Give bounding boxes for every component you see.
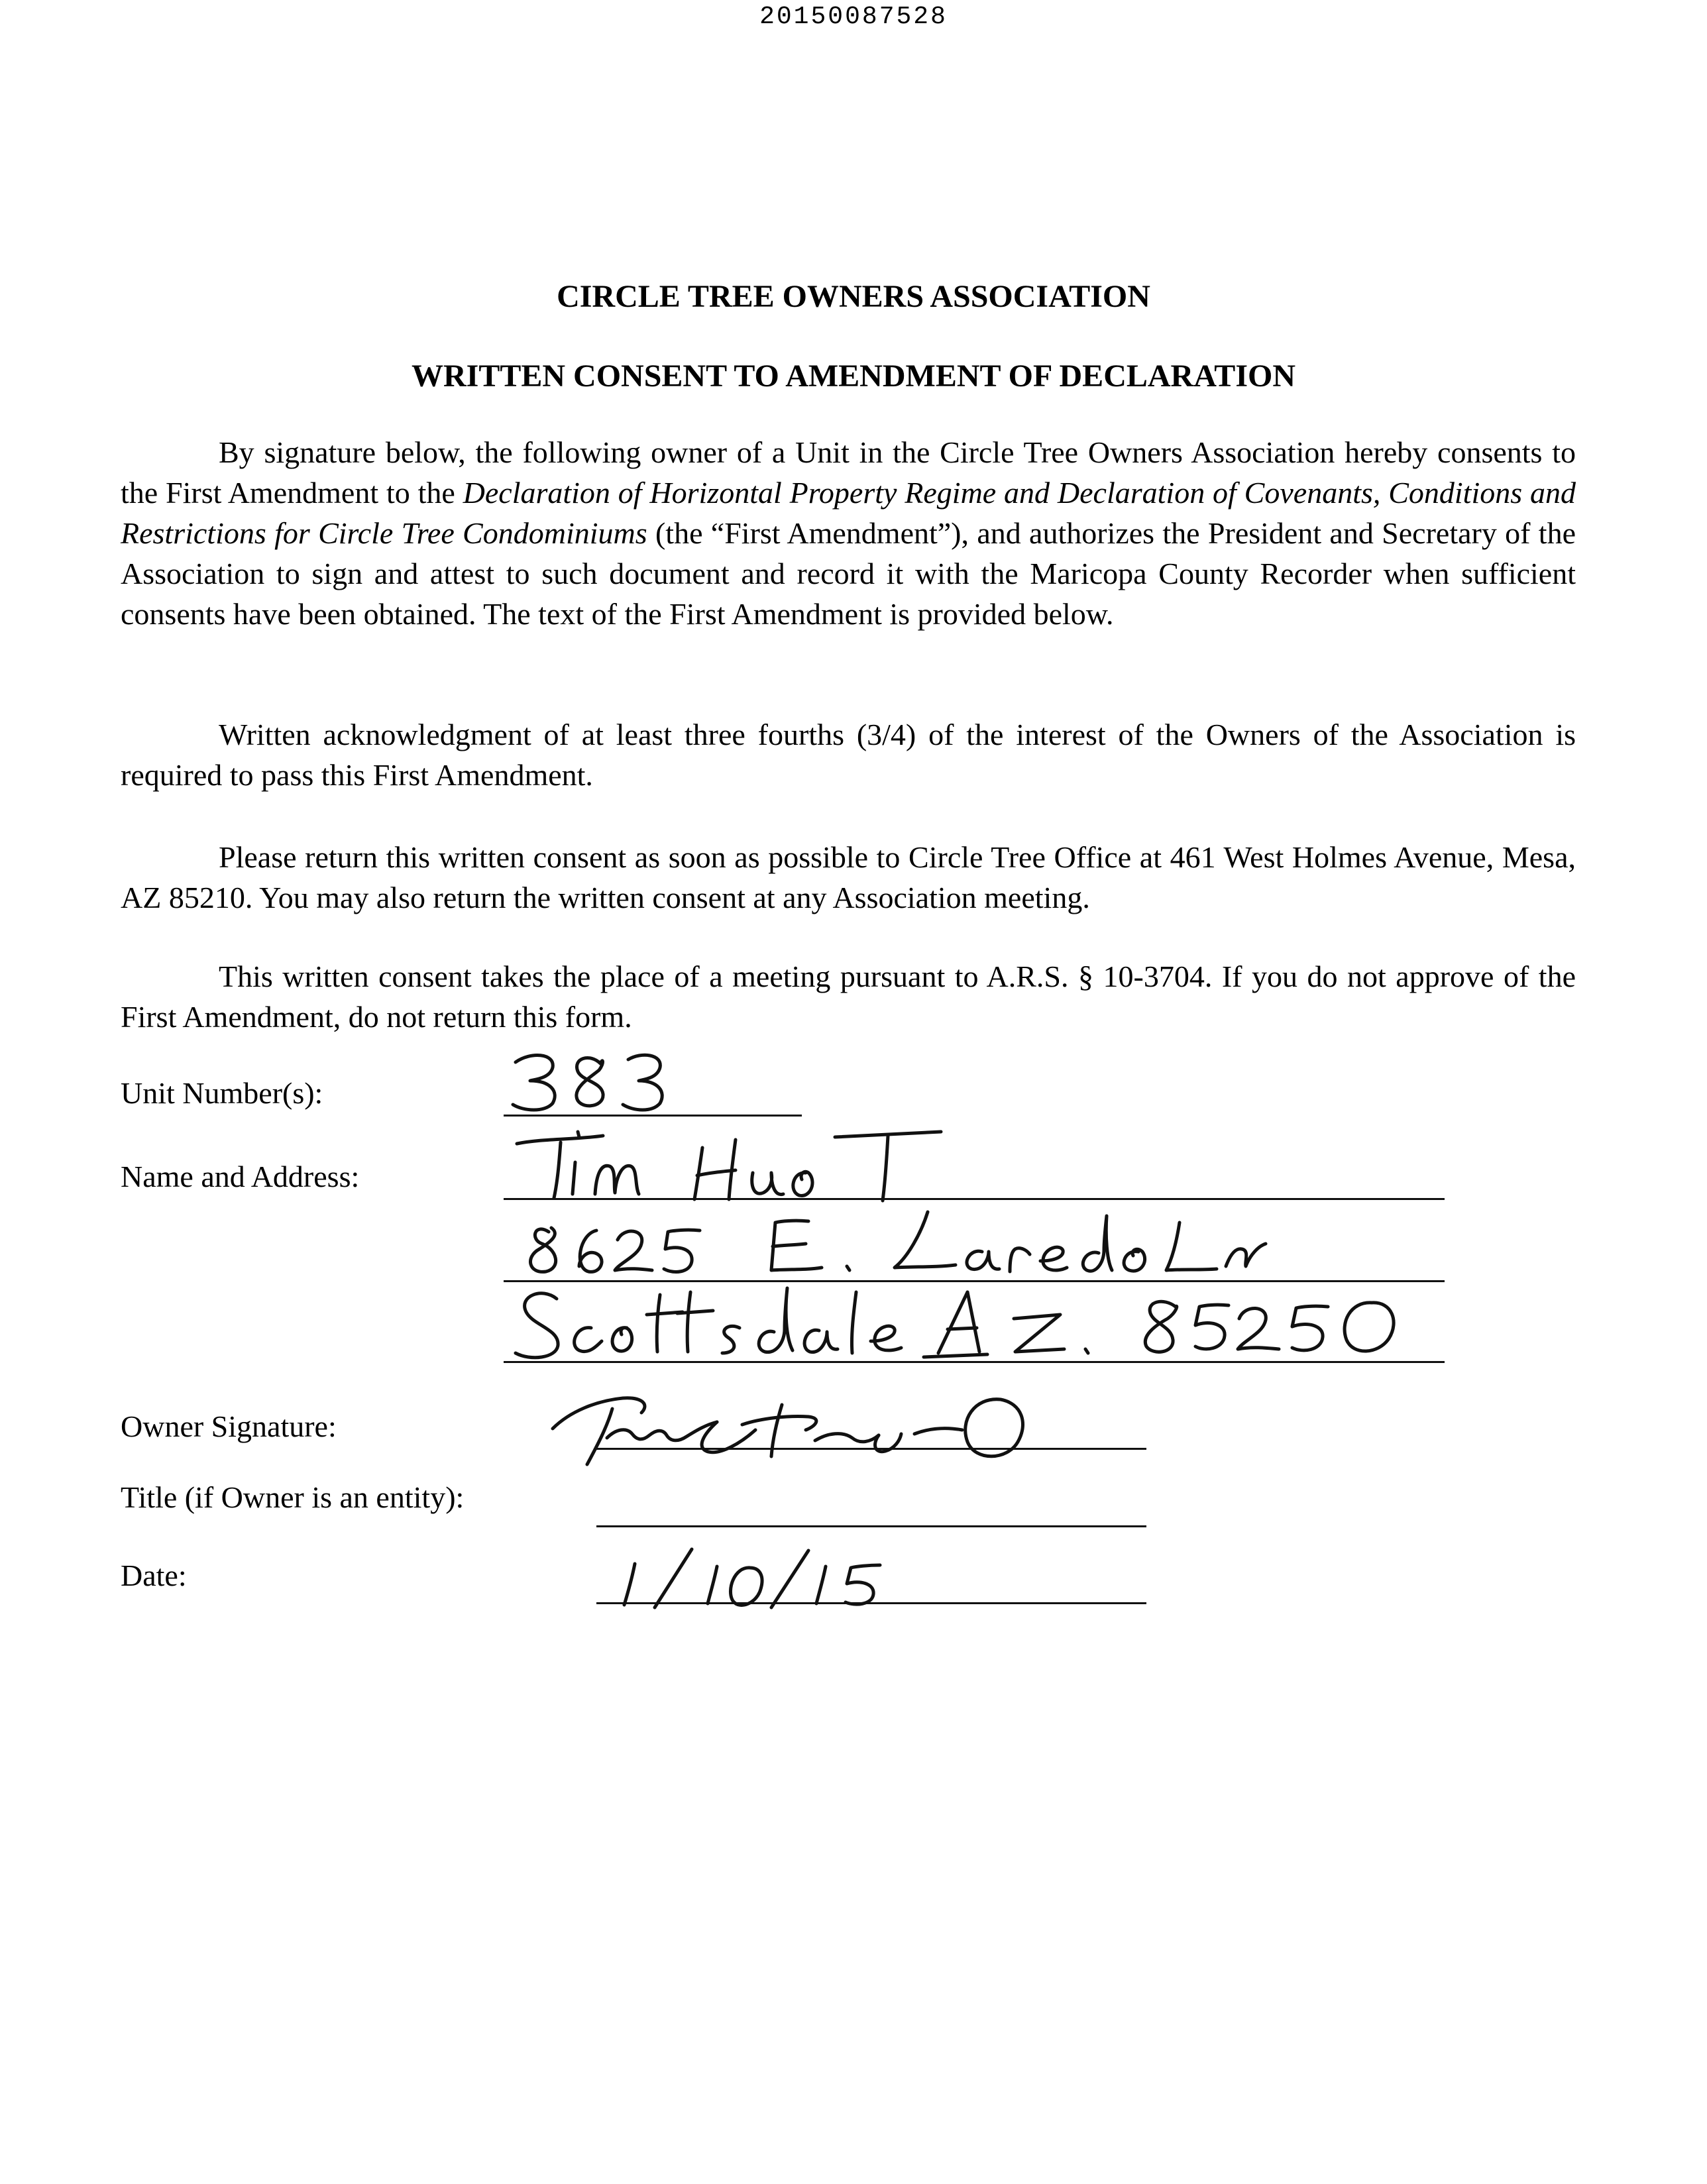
- date-line: [596, 1602, 1146, 1604]
- consent-text-b: (the “First Amendment”), and authorizes the President and Secretary of the Association to sign and attest to such document and record it with the Maricopa County Recorder when sufficient consents have been obtained. The text of the First Amendment is provided below.: [121, 516, 1576, 631]
- consent-text-a: By signature below, the following owner of a Unit in the Circle Tree Owners Association hereby consents to the First Amendment to the: [121, 435, 1576, 510]
- address-line-1-handwriting: [510, 1196, 1325, 1282]
- association-title: CIRCLE TREE OWNERS ASSOCIATION: [557, 279, 1150, 314]
- owner-name-handwriting: [504, 1120, 1020, 1206]
- owner-signature-handwriting: [543, 1378, 1060, 1471]
- unit-number-line: [504, 1115, 802, 1117]
- entity-title-label: Title (if Owner is an entity):: [121, 1480, 465, 1514]
- acknowledgment-paragraph: Written acknowledgment of at least three fourths (3/4) of the interest of the Owners of the Association is required to pass this First Amendment.: [121, 718, 1576, 792]
- owner-signature-label: Owner Signature:: [121, 1409, 337, 1443]
- owner-signature-line: [596, 1448, 1146, 1450]
- date-label: Date:: [121, 1558, 187, 1592]
- document-title: WRITTEN CONSENT TO AMENDMENT OF DECLARATION: [411, 358, 1295, 394]
- recording-number: 20150087528: [759, 3, 948, 31]
- address-line-2-handwriting: [510, 1272, 1418, 1372]
- date-handwriting: [596, 1537, 914, 1610]
- consent-paragraph: [121, 432, 1576, 634]
- return-instructions-paragraph: Please return this written consent as soon as possible to Circle Tree Office at 461 West Holmes Avenue, Mesa, AZ 85210. You may also return the written consent at any Association meeting.: [121, 840, 1576, 914]
- entity-title-line: [596, 1525, 1146, 1527]
- name-address-label: Name and Address:: [121, 1160, 360, 1193]
- address-line-2-line: [504, 1361, 1445, 1363]
- unit-number-label: Unit Number(s):: [121, 1076, 323, 1110]
- unit-number-handwriting: [504, 1044, 716, 1117]
- meeting-substitute-paragraph: This written consent takes the place of a meeting pursuant to A.R.S. § 10-3704. If you do not approve of the First Amendment, do not return this form.: [121, 959, 1576, 1034]
- declaration-title: Declaration of Horizontal Property Regime and Declaration of Covenants, Conditions and Restrictions for Circle Tree Condominiums: [121, 476, 1576, 550]
